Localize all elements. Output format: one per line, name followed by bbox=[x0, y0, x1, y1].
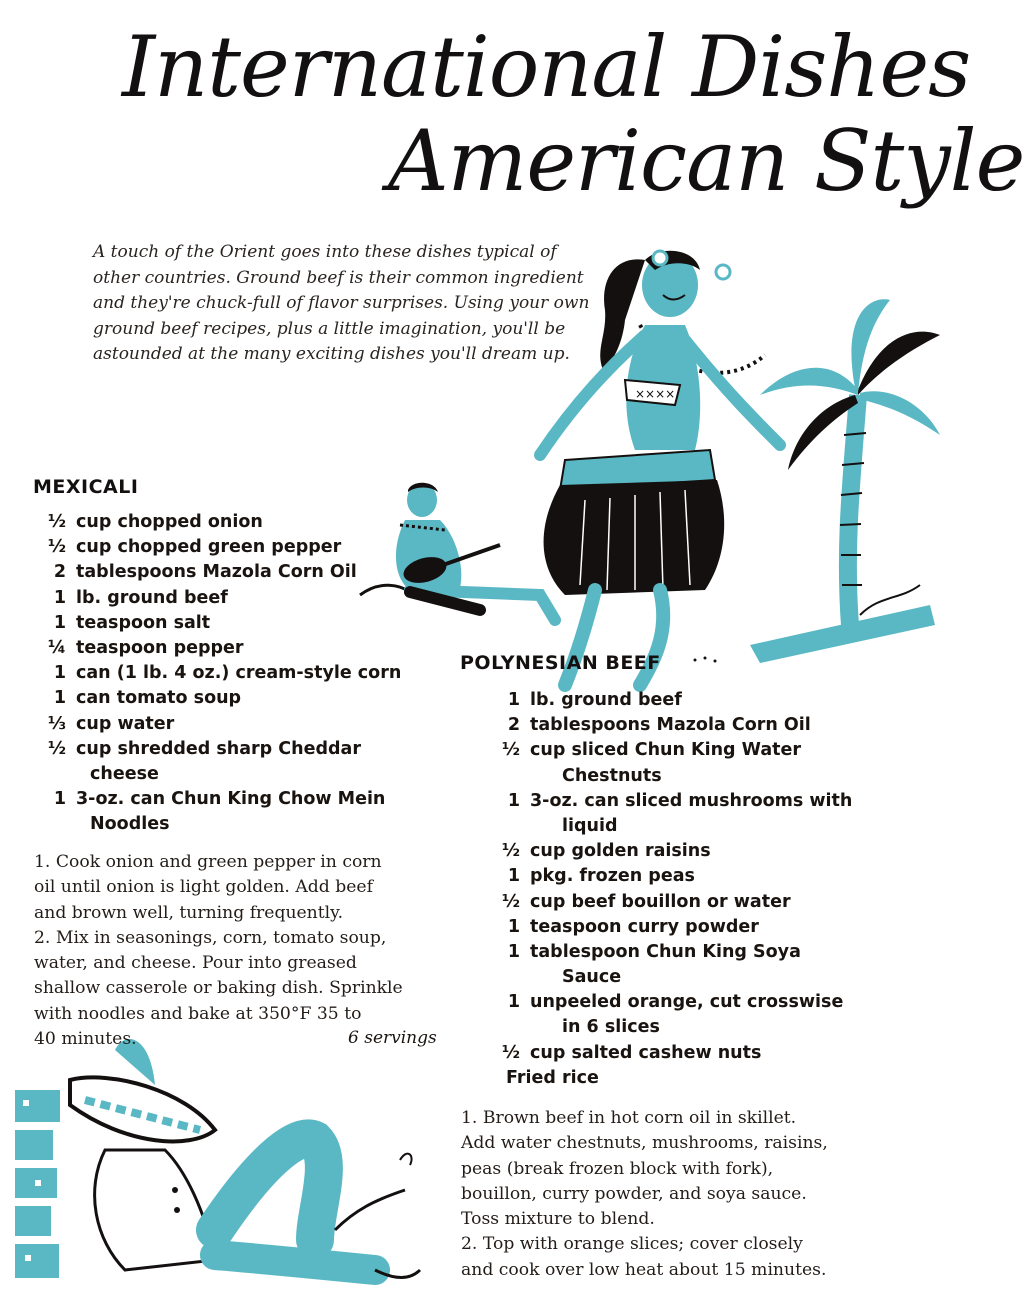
ingredient-item: 1 tablespoon Chun King Soya bbox=[507, 941, 801, 962]
direction-line: 1. Cook onion and green pepper in corn bbox=[34, 852, 382, 872]
ingredient-item: 1 can tomato soup bbox=[53, 688, 242, 709]
page-title-line-2: American Style bbox=[388, 112, 1024, 210]
svg-text:××××: ×××× bbox=[635, 387, 676, 401]
direction-line: Toss mixture to blend. bbox=[461, 1209, 655, 1230]
direction-line: water, and cheese. Pour into greased bbox=[34, 953, 357, 974]
ingredient-item: ½ cup golden raisins bbox=[501, 841, 711, 862]
mexicali-ingredients bbox=[30, 510, 401, 837]
ingredient-item: 1 pkg. frozen peas bbox=[507, 866, 695, 887]
direction-line: shallow casserole or baking dish. Sprinkle bbox=[34, 978, 403, 999]
ingredient-item: 1 teaspoon curry powder bbox=[507, 916, 759, 937]
intro-line: A touch of the Orient goes into these dishes typical of bbox=[93, 242, 557, 262]
intro-line: ground beef recipes, plus a little imagination, you'll be bbox=[93, 318, 566, 339]
ingredient-item: ½ cup salted cashew nuts bbox=[501, 1042, 762, 1063]
mexicali-servings: 6 servings bbox=[348, 1028, 437, 1048]
ingredient-item: 1 3-oz. can sliced mushrooms with bbox=[507, 790, 853, 811]
polynesian-directions bbox=[461, 1106, 859, 1283]
ingredient-item: 1 can (1 lb. 4 oz.) cream-style corn bbox=[53, 663, 402, 684]
direction-line: and brown well, turning frequently. bbox=[34, 902, 344, 923]
ingredient-item: ⅓ cup water bbox=[47, 713, 175, 734]
direction-line: Add water chestnuts, mushrooms, raisins, bbox=[461, 1133, 828, 1154]
ingredient-item: 1 3-oz. can Chun King Chow Mein bbox=[53, 789, 386, 810]
direction-line: and cook over low heat about 15 minutes. bbox=[461, 1259, 827, 1280]
intro-line: astounded at the many exciting dishes you'll dream up. bbox=[93, 344, 570, 365]
polynesian-title: POLYNESIAN BEEF bbox=[460, 652, 661, 674]
intro-line: other countries. Ground beef is their common ingredient bbox=[93, 267, 584, 288]
ingredient-item: 1 unpeeled orange, cut crosswise bbox=[507, 992, 844, 1013]
intro-line: and they're chuck-full of flavor surprises. Using your own bbox=[93, 293, 590, 314]
ingredient-item: ¼ teaspoon pepper bbox=[47, 637, 244, 658]
mexicali-title: MEXICALI bbox=[33, 476, 139, 498]
ingredient-item: 1 lb. ground beef bbox=[53, 587, 228, 608]
direction-line: 1. Brown beef in hot corn oil in skillet. bbox=[461, 1108, 797, 1128]
sleeping-sombrero-man-icon bbox=[15, 1030, 425, 1300]
intro-paragraph bbox=[93, 240, 593, 368]
ingredient-continuation: Sauce bbox=[562, 967, 622, 988]
ingredient-item: ½ cup chopped onion bbox=[47, 512, 263, 532]
direction-line: with noodles and bake at 350°F 35 to bbox=[34, 1003, 362, 1024]
ingredient-item: 1 teaspoon salt bbox=[53, 612, 211, 633]
direction-line: oil until onion is light golden. Add beef bbox=[34, 877, 373, 898]
ingredient-continuation: liquid bbox=[562, 815, 618, 836]
mexicali-directions bbox=[34, 850, 434, 1052]
ingredient-continuation: in 6 slices bbox=[562, 1017, 660, 1038]
ingredient-item: ½ cup beef bouillon or water bbox=[501, 891, 791, 912]
ingredient-item: Fried rice bbox=[506, 1067, 599, 1088]
direction-line: 2. Mix in seasonings, corn, tomato soup, bbox=[34, 927, 387, 948]
ingredient-item: 1 lb. ground beef bbox=[507, 690, 682, 710]
ingredient-continuation: Noodles bbox=[90, 814, 170, 835]
ingredient-continuation: Chestnuts bbox=[562, 765, 662, 786]
ingredient-continuation: cheese bbox=[90, 763, 159, 784]
ingredient-item: ½ cup shredded sharp Cheddar bbox=[47, 738, 361, 759]
ingredient-item: 2 tablespoons Mazola Corn Oil bbox=[53, 562, 357, 583]
direction-line: bouillon, curry powder, and soya sauce. bbox=[461, 1183, 807, 1204]
ingredient-item: ½ cup chopped green pepper bbox=[47, 537, 342, 558]
direction-line: 2. Top with orange slices; cover closely bbox=[461, 1234, 803, 1255]
ingredient-item: 2 tablespoons Mazola Corn Oil bbox=[507, 715, 811, 736]
direction-line: peas (break frozen block with fork), bbox=[461, 1158, 774, 1179]
page-title-line-1: International Dishes bbox=[122, 18, 971, 116]
ingredient-item: ½ cup sliced Chun King Water bbox=[501, 740, 802, 761]
direction-line: 40 minutes. bbox=[34, 1029, 137, 1050]
polynesian-ingredients bbox=[470, 688, 852, 1091]
